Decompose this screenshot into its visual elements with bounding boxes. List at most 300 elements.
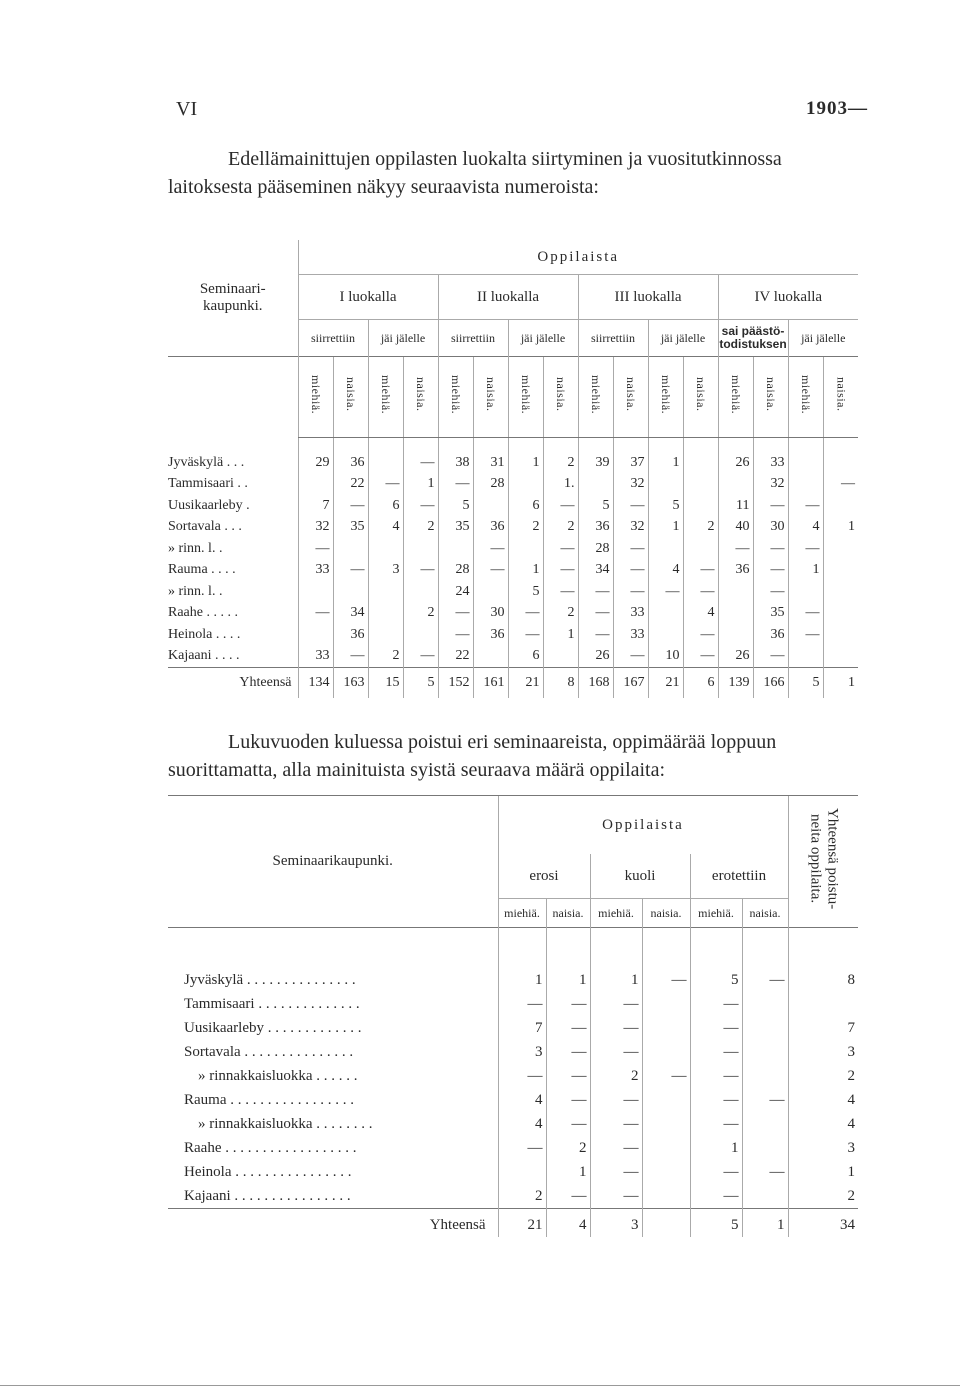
table-cell: — (498, 1064, 546, 1088)
sex-label-11: miehiä. (648, 357, 683, 438)
total-cell: 161 (473, 668, 508, 698)
group-3: erotettiin (690, 854, 788, 899)
table-cell (683, 438, 718, 474)
table-row (168, 992, 858, 1016)
table-cell: 5 (690, 928, 742, 993)
table-cell: 1 (546, 928, 590, 993)
table-cell: 1 (648, 438, 683, 474)
table-cell: 2 (368, 646, 403, 668)
table-cell: — (473, 538, 508, 560)
table-cell: — (690, 1160, 742, 1184)
table-cell: 32 (613, 517, 648, 539)
table-cell: 6 (368, 495, 403, 517)
table-cell (473, 581, 508, 603)
table-row (168, 438, 858, 474)
sex-label-9: miehiä. (578, 357, 613, 438)
row-label: Kajaani . . . . . . . . . . . . . . . . (184, 1187, 351, 1204)
table-cell: — (742, 1088, 788, 1112)
table-cell: 1 (546, 1160, 590, 1184)
row-label: » rinnakkaisluokka . . . . . . . . (198, 1115, 373, 1132)
table-cell: — (590, 992, 642, 1016)
total-cell: 6 (683, 668, 718, 698)
table-cell: 2 (543, 517, 578, 539)
row-label: Jyväskylä . . . (168, 454, 245, 470)
table-cell: 30 (753, 517, 788, 539)
total-cell: 139 (718, 668, 753, 698)
table-cell: — (718, 538, 753, 560)
table-cell: — (438, 474, 473, 496)
table-cell: 33 (298, 560, 333, 582)
table-cell (683, 474, 718, 496)
row-label: Kajaani . . . . (168, 648, 240, 664)
table-cell: 2 (590, 1064, 642, 1088)
page-number: VI (176, 98, 198, 120)
table-cell: — (298, 538, 333, 560)
table-cell: — (690, 1112, 742, 1136)
table-cell: — (742, 928, 788, 993)
table-cell: 2 (788, 1064, 858, 1088)
row-label: Tammisaari . . (168, 476, 248, 492)
row-label: Jyväskylä . . . . . . . . . . . . . . . (168, 928, 498, 993)
table-cell: — (546, 1112, 590, 1136)
table-cell (718, 474, 753, 496)
table-row (168, 1016, 858, 1040)
table-cell (788, 646, 823, 668)
table-cell (823, 646, 858, 668)
table-cell (788, 474, 823, 496)
table-cell: 22 (438, 646, 473, 668)
table-cell: — (543, 495, 578, 517)
table-cell: 35 (438, 517, 473, 539)
total-row (168, 668, 858, 698)
sex-label-13: miehiä. (718, 357, 753, 438)
table-cell: 24 (438, 581, 473, 603)
row-label: » rinn. l. . (168, 583, 223, 599)
table-cell: — (613, 538, 648, 560)
table-row (168, 1088, 858, 1112)
table-cell: 36 (473, 624, 508, 646)
sub-header-6: jäi jälelle (648, 320, 718, 357)
table-cell: 1 (788, 560, 823, 582)
corner-label: Seminaarikaupunki. (168, 796, 498, 928)
table-cell: 1 (508, 560, 543, 582)
sex-label-4: naisia. (642, 899, 690, 928)
group-1: erosi (498, 854, 590, 899)
table-cell (333, 538, 368, 560)
oppilaista-header: Oppilaista (298, 240, 858, 275)
table-cell (742, 1112, 788, 1136)
table-cell: 4 (498, 1112, 546, 1136)
table-cell: 40 (718, 517, 753, 539)
table-cell: — (683, 646, 718, 668)
middle-paragraph (168, 728, 868, 784)
sex-label-3: miehiä. (368, 357, 403, 438)
table-cell: 30 (473, 603, 508, 625)
table-cell: 4 (683, 603, 718, 625)
table-cell: — (298, 603, 333, 625)
table-row (168, 1064, 858, 1088)
row-label: Rauma . . . . . . . . . . . . . . . . . (184, 1091, 354, 1108)
table-row (168, 538, 858, 560)
table-row (168, 1160, 858, 1184)
row-label: Heinola . . . . (168, 626, 241, 642)
table-cell: 3 (368, 560, 403, 582)
table-cell (642, 1184, 690, 1209)
group-1: I luokalla (298, 275, 438, 320)
table-cell: 29 (298, 438, 333, 474)
sub-header-3: siirrettiin (438, 320, 508, 357)
table-cell: 26 (578, 646, 613, 668)
table-cell: — (546, 1184, 590, 1209)
intro-line-2: laitoksesta pääseminen näkyy seuraavista numeroista: (168, 176, 599, 198)
table-row (168, 1112, 858, 1136)
table-cell: — (403, 560, 438, 582)
table-cell (508, 474, 543, 496)
table-cell: — (403, 495, 438, 517)
group-4: IV luokalla (718, 275, 858, 320)
table-cell: — (590, 1112, 642, 1136)
table-cell (742, 1016, 788, 1040)
table-cell: 6 (508, 495, 543, 517)
table-cell: — (753, 646, 788, 668)
table-cell: 28 (578, 538, 613, 560)
table-cell: 34 (578, 560, 613, 582)
table-cell (823, 624, 858, 646)
sub-header-5: siirrettiin (578, 320, 648, 357)
table-cell: — (403, 438, 438, 474)
sex-label-16: naisia. (823, 357, 858, 438)
table-cell: — (590, 1016, 642, 1040)
table-cell: 7 (498, 1016, 546, 1040)
table-cell: 4 (788, 517, 823, 539)
table-cell: 2 (543, 603, 578, 625)
table-cell (578, 474, 613, 496)
sex-label-10: naisia. (613, 357, 648, 438)
sub-header-1: siirrettiin (298, 320, 368, 357)
row-label: Uusikaarleby . (168, 497, 250, 513)
total-cell: 1 (823, 668, 858, 698)
table-row (168, 517, 858, 539)
total-cell: 168 (578, 668, 613, 698)
table-cell: 1 (690, 1136, 742, 1160)
sub-header-2: jäi jälelle (368, 320, 438, 357)
table-cell: 32 (298, 517, 333, 539)
table-cell: 32 (753, 474, 788, 496)
table-cell: 6 (508, 646, 543, 668)
table-cell: 31 (473, 438, 508, 474)
total-cell: 5 (788, 668, 823, 698)
table-cell: 11 (718, 495, 753, 517)
table-cell (473, 495, 508, 517)
table-cell: — (753, 560, 788, 582)
table-cell (742, 1040, 788, 1064)
table-cell (508, 538, 543, 560)
group-2: II luokalla (438, 275, 578, 320)
table-cell: 36 (578, 517, 613, 539)
table-cell: — (642, 928, 690, 993)
table-cell: 10 (648, 646, 683, 668)
total-cell (642, 1209, 690, 1238)
table-cell (648, 624, 683, 646)
table-cell (683, 495, 718, 517)
table-cell: 1 (543, 624, 578, 646)
table-cell: 5 (508, 581, 543, 603)
table-cell: — (788, 538, 823, 560)
row-label: Sortavala . . . . . . . . . . . . . . . (184, 1043, 354, 1060)
table-cell: — (788, 603, 823, 625)
sex-label-6: naisia. (742, 899, 788, 928)
table-cell (823, 560, 858, 582)
table-cell: 33 (298, 646, 333, 668)
row-label: Sortavala . . . (168, 519, 242, 535)
table-cell: — (508, 603, 543, 625)
table-cell (642, 1136, 690, 1160)
table-cell: 2 (403, 517, 438, 539)
table-row (168, 1040, 858, 1064)
table-cell: 26 (718, 646, 753, 668)
total-label: Yhteensä (168, 668, 298, 698)
table-row (168, 581, 858, 603)
table-cell (642, 1016, 690, 1040)
table-cell (718, 624, 753, 646)
table-row (168, 928, 858, 993)
table-cell (742, 992, 788, 1016)
table-cell: — (590, 1040, 642, 1064)
table-cell (823, 581, 858, 603)
row-label: » rinnakkaisluokka . . . . . . (198, 1067, 358, 1084)
total-label: Yhteensä (168, 1209, 498, 1238)
departures-table (168, 795, 858, 1237)
table-cell: — (546, 992, 590, 1016)
table-cell (823, 603, 858, 625)
table-cell: — (690, 1040, 742, 1064)
table-cell: — (613, 581, 648, 603)
total-row (168, 1209, 858, 1238)
table-cell (403, 538, 438, 560)
header-row-top (168, 240, 858, 275)
table-cell: — (753, 538, 788, 560)
table-cell (642, 992, 690, 1016)
sex-label-15: miehiä. (788, 357, 823, 438)
table-cell: 8 (788, 928, 858, 993)
table-cell (823, 538, 858, 560)
table-cell: — (508, 624, 543, 646)
table-cell: 34 (333, 603, 368, 625)
table-cell: 3 (498, 1040, 546, 1064)
table-cell (742, 1136, 788, 1160)
total-cell: 34 (788, 1209, 858, 1238)
table-row (168, 560, 858, 582)
sub-header-7: sai päästö- todistuksen (718, 320, 788, 357)
sex-label-6: naisia. (473, 357, 508, 438)
total-header: Yhteensä poistu- neita oppilaita. (788, 796, 858, 928)
table-cell: — (690, 1016, 742, 1040)
table-cell (648, 603, 683, 625)
total-cell: 5 (690, 1209, 742, 1238)
table-cell: — (543, 538, 578, 560)
table-cell: 1 (498, 928, 546, 993)
sex-label-5: miehiä. (438, 357, 473, 438)
table-cell: 33 (613, 624, 648, 646)
table-cell: — (543, 560, 578, 582)
table-cell: — (543, 581, 578, 603)
table-row (168, 646, 858, 668)
table-cell: 35 (333, 517, 368, 539)
table-cell: 2 (508, 517, 543, 539)
table-cell: — (590, 1184, 642, 1209)
table-cell: — (613, 495, 648, 517)
sex-label-4: naisia. (403, 357, 438, 438)
sex-label-14: naisia. (753, 357, 788, 438)
corner-label: Seminaari- kaupunki. (199, 281, 266, 314)
table-cell (368, 624, 403, 646)
table-cell: 1 (403, 474, 438, 496)
table-cell: — (690, 1184, 742, 1209)
table-cell (438, 538, 473, 560)
table-cell: 3 (788, 1040, 858, 1064)
table-cell: — (578, 603, 613, 625)
table-cell (788, 581, 823, 603)
table-cell: 5 (578, 495, 613, 517)
table-cell: — (690, 1064, 742, 1088)
table-cell: 28 (473, 474, 508, 496)
total-cell: 5 (403, 668, 438, 698)
table-cell (368, 438, 403, 474)
table-cell: 26 (718, 438, 753, 474)
table-cell: 36 (473, 517, 508, 539)
table-cell (642, 1160, 690, 1184)
group-3: III luokalla (578, 275, 718, 320)
total-cell: 4 (546, 1209, 590, 1238)
intro-paragraph (168, 145, 868, 201)
table-cell (473, 646, 508, 668)
row-label: Rauma . . . . (168, 562, 236, 578)
table-cell: — (823, 474, 858, 496)
total-cell: 167 (613, 668, 648, 698)
middle-line-2: suorittamatta, alla mainituista syistä seuraava määrä oppilaita: (168, 759, 666, 781)
table-cell: 33 (613, 603, 648, 625)
table-cell: 35 (753, 603, 788, 625)
table-cell: 36 (753, 624, 788, 646)
table-cell: — (742, 1160, 788, 1184)
table-cell: — (590, 1136, 642, 1160)
table-cell: 32 (613, 474, 648, 496)
table-cell (823, 438, 858, 474)
table-cell: — (613, 646, 648, 668)
table-cell (742, 1064, 788, 1088)
table-cell: 37 (613, 438, 648, 474)
table-row (168, 495, 858, 517)
table-cell: 2 (683, 517, 718, 539)
table-cell: — (438, 603, 473, 625)
table-cell (298, 474, 333, 496)
header-row-sex (168, 357, 858, 438)
table-cell: — (788, 624, 823, 646)
table-cell (718, 581, 753, 603)
total-cell: 163 (333, 668, 368, 698)
table-cell (648, 474, 683, 496)
table-cell (823, 495, 858, 517)
total-cell: 15 (368, 668, 403, 698)
promotion-table (168, 240, 858, 698)
table-cell: — (403, 646, 438, 668)
total-cell: 152 (438, 668, 473, 698)
total-cell: 166 (753, 668, 788, 698)
sex-label-2: naisia. (333, 357, 368, 438)
table-cell: 5 (438, 495, 473, 517)
table-cell (642, 1088, 690, 1112)
sex-label-2: naisia. (546, 899, 590, 928)
total-cell: 134 (298, 668, 333, 698)
table-cell: — (683, 581, 718, 603)
table-cell: 7 (298, 495, 333, 517)
table-cell (403, 624, 438, 646)
table-cell: — (546, 1016, 590, 1040)
total-cell: 21 (648, 668, 683, 698)
table-cell (642, 1040, 690, 1064)
total-cell: 3 (590, 1209, 642, 1238)
table-cell: 36 (333, 438, 368, 474)
table-cell: — (498, 992, 546, 1016)
table-cell: 1 (823, 517, 858, 539)
sub-header-8: jäi jälelle (788, 320, 858, 357)
total-cell: 21 (498, 1209, 546, 1238)
table-cell: 3 (788, 1136, 858, 1160)
table-cell: — (683, 624, 718, 646)
table-row (168, 1136, 858, 1160)
table-cell (642, 1112, 690, 1136)
table-cell: 1 (788, 1160, 858, 1184)
table-row (168, 474, 858, 496)
table-cell: — (546, 1064, 590, 1088)
table-cell: — (788, 495, 823, 517)
table-row (168, 603, 858, 625)
table-cell: 2 (403, 603, 438, 625)
sub-header-4: jäi jälelle (508, 320, 578, 357)
row-label: Tammisaari . . . . . . . . . . . . . . (184, 995, 360, 1012)
table-cell (788, 992, 858, 1016)
table-cell (368, 581, 403, 603)
table-cell: 1 (590, 928, 642, 993)
table-cell (788, 438, 823, 474)
sex-label-5: miehiä. (690, 899, 742, 928)
table-cell: — (578, 624, 613, 646)
table-cell: 1 (508, 438, 543, 474)
total-cell: 8 (543, 668, 578, 698)
row-label: Raahe . . . . . (168, 605, 238, 621)
header-row-top (168, 796, 858, 855)
sex-label-12: naisia. (683, 357, 718, 438)
table-cell: — (648, 581, 683, 603)
table-cell: — (753, 495, 788, 517)
intro-line-1: Edellämainittujen oppilasten luokalta siirtyminen ja vuositutkinnossa (228, 148, 782, 170)
table-cell: — (546, 1040, 590, 1064)
table-cell: 1. (543, 474, 578, 496)
middle-line-1: Lukuvuoden kuluessa poistui eri seminaareista, oppimäärää loppuun (228, 731, 777, 753)
sex-label-1: miehiä. (498, 899, 546, 928)
table-cell (368, 603, 403, 625)
table-cell: — (498, 1136, 546, 1160)
table-cell: 33 (753, 438, 788, 474)
table-cell: — (473, 560, 508, 582)
table-cell: 4 (788, 1088, 858, 1112)
table-row (168, 624, 858, 646)
table-cell: 4 (648, 560, 683, 582)
table-cell (298, 581, 333, 603)
row-label: Heinola . . . . . . . . . . . . . . . . (184, 1163, 352, 1180)
sex-label-7: miehiä. (508, 357, 543, 438)
table-cell: 4 (498, 1088, 546, 1112)
